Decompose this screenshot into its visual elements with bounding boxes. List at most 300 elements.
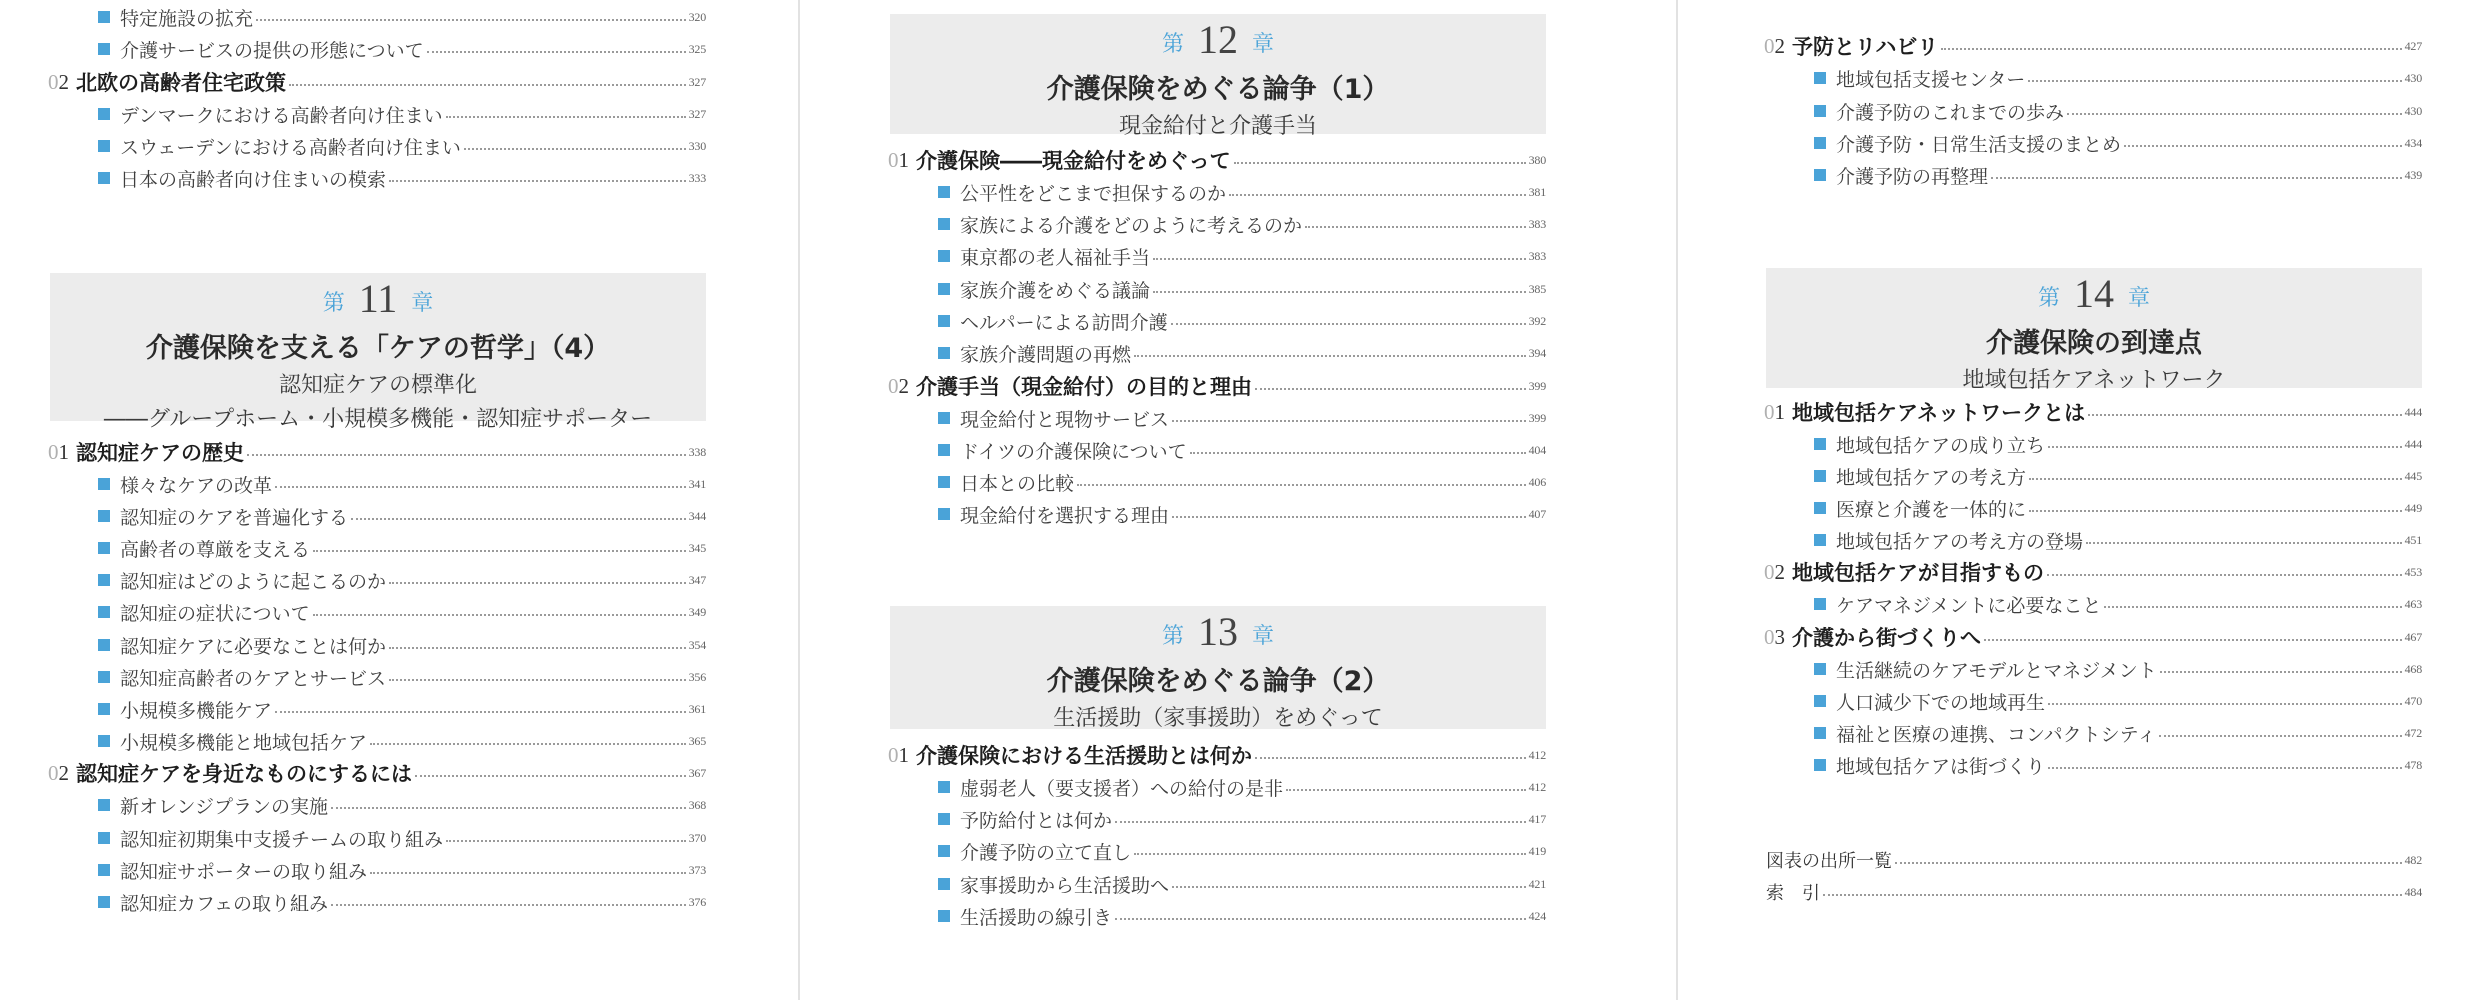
- chapter-number-line: [1766, 268, 2422, 316]
- page-number: 453: [2404, 564, 2422, 579]
- entry-title: 介護保険――現金給付をめぐって: [916, 149, 1231, 173]
- dot-leader: [427, 51, 686, 53]
- square-bullet-icon: [98, 671, 110, 683]
- toc-item[interactable]: [50, 35, 706, 63]
- toc-item[interactable]: [50, 534, 706, 562]
- page-number: 472: [2404, 725, 2422, 740]
- page-number: 467: [2404, 629, 2422, 644]
- toc-section[interactable]: [1766, 623, 2422, 651]
- dot-leader: [389, 679, 686, 681]
- dot-leader: [1153, 258, 1526, 260]
- page-number: 327: [688, 74, 706, 89]
- square-bullet-icon: [938, 476, 950, 488]
- dot-leader: [2124, 145, 2402, 147]
- entry-title: 介護予防のこれまでの歩み: [1836, 101, 2065, 124]
- chapter-subtitle: 現金給付と介護手当: [1118, 114, 1317, 139]
- dot-leader: [1286, 789, 1526, 791]
- dot-leader: [2029, 478, 2402, 480]
- toc-page-right: [1766, 0, 2422, 1000]
- square-bullet-icon: [98, 639, 110, 651]
- entry-title: 地域包括支援センター: [1836, 68, 2026, 91]
- toc-item[interactable]: [50, 663, 706, 691]
- toc-item[interactable]: [890, 773, 1546, 801]
- dot-leader: [2067, 113, 2402, 115]
- toc-item[interactable]: [1766, 430, 2422, 458]
- chapter-number: 12: [1198, 17, 1238, 62]
- page-number: 394: [1528, 345, 1546, 360]
- page-number: 427: [2404, 38, 2422, 53]
- square-bullet-icon: [1814, 72, 1826, 84]
- square-bullet-icon: [938, 781, 950, 793]
- toc-item[interactable]: [1766, 751, 2422, 779]
- chapter-subtitle: 地域包括ケアネットワーク: [1962, 368, 2226, 393]
- toc-section[interactable]: [890, 372, 1546, 400]
- chapter-label: 章: [1252, 624, 1275, 649]
- dot-leader: [313, 550, 686, 552]
- dot-leader: [247, 454, 686, 456]
- toc-item[interactable]: [1766, 97, 2422, 125]
- page-number: 482: [2404, 852, 2422, 867]
- square-bullet-icon: [938, 283, 950, 295]
- toc-section[interactable]: [890, 741, 1546, 769]
- entry-title: 様々なケアの改革: [120, 474, 273, 497]
- square-bullet-icon: [1814, 470, 1826, 482]
- toc-item[interactable]: [1766, 590, 2422, 618]
- toc-section[interactable]: [50, 438, 706, 466]
- entry-title: デンマークにおける高齢者向け住まい: [120, 104, 443, 127]
- chapter-title: 介護保険を支える「ケアの哲学」（4）: [145, 333, 611, 364]
- page-number: 417: [1528, 811, 1546, 826]
- dot-leader: [1172, 516, 1526, 518]
- toc-item[interactable]: [50, 631, 706, 659]
- square-bullet-icon: [98, 574, 110, 586]
- toc-item[interactable]: [890, 178, 1546, 206]
- toc-section[interactable]: [1766, 398, 2422, 426]
- chapter-subtitle: ――グループホーム・小規模多機能・認知症サポーター: [103, 407, 653, 432]
- square-bullet-icon: [98, 172, 110, 184]
- toc-item[interactable]: [50, 100, 706, 128]
- toc-item[interactable]: [50, 791, 706, 819]
- entry-title: 公平性をどこまで担保するのか: [960, 182, 1227, 205]
- toc-item[interactable]: [50, 888, 706, 916]
- square-bullet-icon: [1814, 534, 1826, 546]
- dot-leader: [1190, 452, 1526, 454]
- dot-leader: [1171, 323, 1526, 325]
- section-number: 01: [888, 742, 909, 767]
- chapter-heading: [890, 606, 1546, 729]
- toc-page-left: [50, 0, 706, 1000]
- entry-title: 認知症の症状について: [120, 602, 310, 625]
- dot-leader: [370, 743, 686, 745]
- page-number: 399: [1528, 378, 1546, 393]
- square-bullet-icon: [1814, 137, 1826, 149]
- toc-section[interactable]: [50, 759, 706, 787]
- page-number: 419: [1528, 843, 1546, 858]
- dot-leader: [415, 775, 686, 777]
- page-number: 412: [1528, 747, 1546, 762]
- chapter-label: 第: [1161, 32, 1184, 57]
- page-number: 484: [2404, 884, 2422, 899]
- dot-leader: [2088, 414, 2401, 416]
- page-number: 325: [688, 41, 706, 56]
- chapter-number-line: [50, 273, 706, 321]
- square-bullet-icon: [98, 703, 110, 715]
- toc-backmatter[interactable]: [1766, 878, 2422, 906]
- square-bullet-icon: [938, 444, 950, 456]
- page-number: 356: [688, 669, 706, 684]
- toc-item[interactable]: [890, 307, 1546, 335]
- dot-leader: [1984, 639, 2402, 641]
- entry-title: 認知症ケアの歴史: [76, 441, 244, 465]
- dot-leader: [2048, 703, 2402, 705]
- dot-leader: [2047, 574, 2402, 576]
- chapter-heading: [890, 14, 1546, 139]
- page-number: 347: [688, 572, 706, 587]
- chapter-number-line: [890, 14, 1546, 62]
- square-bullet-icon: [98, 799, 110, 811]
- toc-item[interactable]: [50, 470, 706, 498]
- chapter-number-line: [890, 606, 1546, 654]
- page-number: 412: [1528, 779, 1546, 794]
- toc-page-middle: [890, 0, 1546, 1000]
- toc-item[interactable]: [50, 856, 706, 884]
- entry-title: 生活援助の線引き: [960, 906, 1113, 929]
- chapter-label: 章: [2128, 286, 2151, 311]
- dot-leader: [2159, 735, 2401, 737]
- page-number: 361: [688, 701, 706, 716]
- square-bullet-icon: [938, 878, 950, 890]
- page-number: 341: [688, 476, 706, 491]
- entry-title: スウェーデンにおける高齢者向け住まい: [120, 136, 461, 159]
- toc-item[interactable]: [1766, 526, 2422, 554]
- toc-item[interactable]: [1766, 687, 2422, 715]
- entry-title: 地域包括ケアネットワークとは: [1792, 401, 2086, 425]
- chapter-title: 介護保険の到達点: [1986, 328, 2202, 359]
- toc-item[interactable]: [890, 436, 1546, 464]
- chapter-label: 第: [322, 291, 345, 316]
- toc-item[interactable]: [50, 566, 706, 594]
- dot-leader: [2028, 80, 2401, 82]
- entry-title: 新オレンジプランの実施: [120, 795, 329, 818]
- toc-item[interactable]: [1766, 129, 2422, 157]
- page-number: 385: [1528, 281, 1546, 296]
- dot-leader: [464, 148, 686, 150]
- entry-title: 介護予防・日常生活支援のまとめ: [1836, 133, 2122, 156]
- dot-leader: [1077, 484, 1526, 486]
- square-bullet-icon: [98, 606, 110, 618]
- chapter-number: 11: [358, 276, 398, 321]
- dot-leader: [275, 711, 686, 713]
- toc-item[interactable]: [890, 805, 1546, 833]
- dot-leader: [1115, 821, 1526, 823]
- page-number: 407: [1528, 506, 1546, 521]
- square-bullet-icon: [98, 478, 110, 490]
- chapter-heading: [1766, 268, 2422, 393]
- toc-section[interactable]: [1766, 32, 2422, 60]
- entry-title: 高齢者の尊厳を支える: [120, 538, 311, 561]
- chapter-label: 章: [411, 291, 434, 316]
- page-number: 380: [1528, 152, 1546, 167]
- entry-title: ヘルパーによる訪問介護: [960, 311, 1168, 334]
- page-number: 421: [1528, 876, 1546, 891]
- section-number: 02: [1764, 559, 1785, 584]
- toc-item[interactable]: [890, 468, 1546, 496]
- square-bullet-icon: [938, 250, 950, 262]
- dot-leader: [256, 19, 686, 21]
- page-number: 468: [2404, 661, 2422, 676]
- page-number: 406: [1528, 474, 1546, 489]
- section-number: 02: [888, 373, 909, 398]
- toc-item[interactable]: [50, 132, 706, 160]
- entry-title: 索 引: [1766, 883, 1820, 903]
- square-bullet-icon: [98, 832, 110, 844]
- dot-leader: [1229, 194, 1526, 196]
- dot-leader: [1172, 886, 1526, 888]
- square-bullet-icon: [98, 11, 110, 23]
- entry-title: 福祉と医療の連携、コンパクトシティ: [1836, 723, 2157, 746]
- section-number: 02: [48, 760, 69, 785]
- toc-item[interactable]: [890, 210, 1546, 238]
- entry-title: 地域包括ケアの考え方の登場: [1836, 530, 2084, 553]
- square-bullet-icon: [1814, 759, 1826, 771]
- toc-item[interactable]: [50, 502, 706, 530]
- entry-title: 医療と介護を一体的に: [1836, 498, 2027, 521]
- toc-item[interactable]: [890, 404, 1546, 432]
- chapter-subtitle: 生活援助（家事援助）をめぐって: [1053, 706, 1383, 731]
- page-number: 383: [1528, 216, 1546, 231]
- page-number: 345: [688, 540, 706, 555]
- entry-title: 人口減少下での地域再生: [1836, 691, 2046, 714]
- entry-title: 特定施設の拡充: [120, 7, 254, 30]
- page-number: 349: [688, 604, 706, 619]
- page-number: 392: [1528, 313, 1546, 328]
- dot-leader: [2048, 767, 2402, 769]
- entry-title: 介護保険における生活援助とは何か: [916, 744, 1252, 768]
- page-number: 327: [688, 106, 706, 121]
- square-bullet-icon: [1814, 105, 1826, 117]
- entry-title: 生活継続のケアモデルとマネジメント: [1836, 659, 2157, 682]
- square-bullet-icon: [938, 315, 950, 327]
- page-number: 338: [688, 444, 706, 459]
- entry-title: 介護予防の立て直し: [960, 841, 1132, 864]
- chapter-number: 13: [1198, 609, 1238, 654]
- entry-title: 北欧の高齢者住宅政策: [76, 71, 286, 95]
- entry-title: 現金給付を選択する理由: [960, 504, 1170, 527]
- entry-title: 地域包括ケアの成り立ち: [1836, 434, 2046, 457]
- section-number: 01: [888, 147, 909, 172]
- page-divider: [798, 0, 800, 1000]
- page-number: 444: [2404, 436, 2422, 451]
- dot-leader: [2086, 542, 2402, 544]
- chapter-title: 介護保険をめぐる論争（1）: [1046, 74, 1390, 105]
- page-number: 399: [1528, 410, 1546, 425]
- entry-title: 予防とリハビリ: [1792, 35, 1939, 59]
- toc-item[interactable]: [1766, 719, 2422, 747]
- square-bullet-icon: [98, 864, 110, 876]
- toc-item[interactable]: [890, 870, 1546, 898]
- entry-title: 日本との比較: [960, 472, 1075, 495]
- dot-leader: [1255, 388, 1526, 390]
- chapter-heading: [50, 273, 706, 432]
- page-number: 449: [2404, 500, 2422, 515]
- dot-leader: [389, 582, 686, 584]
- section-number: 02: [1764, 33, 1785, 58]
- toc-section[interactable]: [50, 68, 706, 96]
- page-number: 470: [2404, 693, 2422, 708]
- entry-title: 認知症高齢者のケアとサービス: [120, 667, 387, 690]
- page-number: 451: [2404, 532, 2422, 547]
- dot-leader: [2160, 671, 2402, 673]
- dot-leader: [1823, 894, 2402, 896]
- square-bullet-icon: [1814, 169, 1826, 181]
- entry-title: 家族による介護をどのように考えるのか: [960, 214, 1303, 237]
- square-bullet-icon: [1814, 695, 1826, 707]
- toc-item[interactable]: [50, 695, 706, 723]
- section-number: 01: [1764, 399, 1785, 424]
- dot-leader: [1172, 420, 1526, 422]
- toc-item[interactable]: [50, 727, 706, 755]
- page-number: 381: [1528, 184, 1546, 199]
- dot-leader: [1895, 862, 2402, 864]
- page-number: 344: [688, 508, 706, 523]
- entry-title: 東京都の老人福祉手当: [960, 246, 1151, 269]
- page-number: 367: [688, 765, 706, 780]
- square-bullet-icon: [938, 218, 950, 230]
- toc-item[interactable]: [890, 275, 1546, 303]
- dot-leader: [289, 84, 686, 86]
- square-bullet-icon: [1814, 502, 1826, 514]
- toc-item[interactable]: [1766, 462, 2422, 490]
- toc-item[interactable]: [50, 598, 706, 626]
- page-number: 373: [688, 862, 706, 877]
- toc-backmatter[interactable]: [1766, 846, 2422, 874]
- toc-section[interactable]: [890, 146, 1546, 174]
- toc-item[interactable]: [890, 242, 1546, 270]
- entry-title: 小規模多機能ケア: [120, 699, 273, 722]
- square-bullet-icon: [98, 108, 110, 120]
- square-bullet-icon: [938, 186, 950, 198]
- entry-title: 虚弱老人（要支援者）への給付の是非: [960, 777, 1284, 800]
- entry-title: 地域包括ケアは街づくり: [1836, 755, 2046, 778]
- dot-leader: [1153, 291, 1526, 293]
- page-number: 333: [688, 170, 706, 185]
- page-number: 463: [2404, 596, 2422, 611]
- toc-section[interactable]: [1766, 558, 2422, 586]
- square-bullet-icon: [938, 845, 950, 857]
- page-number: 365: [688, 733, 706, 748]
- toc-item[interactable]: [1766, 161, 2422, 189]
- entry-title: 家事援助から生活援助へ: [960, 874, 1170, 897]
- toc-item[interactable]: [890, 902, 1546, 930]
- entry-title: ドイツの介護保険について: [960, 440, 1187, 463]
- dot-leader: [1115, 918, 1526, 920]
- dot-leader: [2104, 606, 2401, 608]
- square-bullet-icon: [1814, 663, 1826, 675]
- dot-leader: [331, 904, 686, 906]
- toc-item[interactable]: [50, 3, 706, 31]
- entry-title: 予防給付とは何か: [960, 809, 1113, 832]
- square-bullet-icon: [1814, 727, 1826, 739]
- entry-title: 認知症ケアを身近なものにするには: [76, 762, 412, 786]
- chapter-label: 章: [1252, 32, 1275, 57]
- toc-item[interactable]: [890, 339, 1546, 367]
- entry-title: 認知症カフェの取り組み: [120, 892, 329, 915]
- page-number: 383: [1528, 248, 1546, 263]
- square-bullet-icon: [98, 510, 110, 522]
- dot-leader: [313, 614, 686, 616]
- dot-leader: [370, 872, 686, 874]
- chapter-title: 介護保険をめぐる論争（2）: [1046, 666, 1390, 697]
- chapter-label: 第: [2037, 286, 2060, 311]
- square-bullet-icon: [98, 140, 110, 152]
- toc-item[interactable]: [890, 837, 1546, 865]
- entry-title: 認知症のケアを普遍化する: [120, 506, 349, 529]
- chapter-label: 第: [1161, 624, 1184, 649]
- page-number: 424: [1528, 908, 1546, 923]
- dot-leader: [351, 518, 686, 520]
- square-bullet-icon: [938, 508, 950, 520]
- page-number: 370: [688, 830, 706, 845]
- dot-leader: [331, 807, 686, 809]
- page-divider: [1676, 0, 1678, 1000]
- toc-item[interactable]: [50, 164, 706, 192]
- square-bullet-icon: [938, 813, 950, 825]
- entry-title: 家族介護をめぐる議論: [960, 279, 1151, 302]
- square-bullet-icon: [98, 542, 110, 554]
- toc-item[interactable]: [1766, 655, 2422, 683]
- entry-title: 介護予防の再整理: [1836, 165, 1989, 188]
- chapter-subtitle: 認知症ケアの標準化: [278, 373, 477, 398]
- section-number: 03: [1764, 624, 1785, 649]
- page-number: 376: [688, 894, 706, 909]
- page-number: 354: [688, 637, 706, 652]
- toc-item[interactable]: [50, 824, 706, 852]
- entry-title: 認知症サポーターの取り組み: [120, 860, 368, 883]
- dot-leader: [2029, 510, 2402, 512]
- toc-item[interactable]: [890, 500, 1546, 528]
- entry-title: 図表の出所一覧: [1766, 851, 1892, 871]
- entry-title: 地域包括ケアの考え方: [1836, 466, 2027, 489]
- entry-title: 家族介護問題の再燃: [960, 343, 1132, 366]
- page-number: 430: [2404, 103, 2422, 118]
- dot-leader: [1305, 226, 1526, 228]
- page-number: 320: [688, 9, 706, 24]
- page-number: 430: [2404, 70, 2422, 85]
- square-bullet-icon: [938, 347, 950, 359]
- dot-leader: [389, 180, 686, 182]
- chapter-number: 14: [2074, 271, 2114, 316]
- square-bullet-icon: [1814, 438, 1826, 450]
- toc-item[interactable]: [1766, 494, 2422, 522]
- square-bullet-icon: [98, 896, 110, 908]
- page-number: 404: [1528, 442, 1546, 457]
- entry-title: 認知症初期集中支援チームの取り組み: [120, 828, 444, 851]
- dot-leader: [2048, 446, 2402, 448]
- toc-item[interactable]: [1766, 64, 2422, 92]
- dot-leader: [1134, 853, 1526, 855]
- dot-leader: [1941, 48, 2401, 50]
- square-bullet-icon: [1814, 598, 1826, 610]
- section-number: 01: [48, 439, 69, 464]
- dot-leader: [1255, 757, 1526, 759]
- square-bullet-icon: [938, 910, 950, 922]
- dot-leader: [1234, 162, 1526, 164]
- square-bullet-icon: [938, 412, 950, 424]
- dot-leader: [275, 486, 686, 488]
- entry-title: ケアマネジメントに必要なこと: [1836, 594, 2102, 617]
- entry-title: 日本の高齢者向け住まいの模索: [120, 168, 387, 191]
- entry-title: 地域包括ケアが目指すもの: [1792, 561, 2044, 585]
